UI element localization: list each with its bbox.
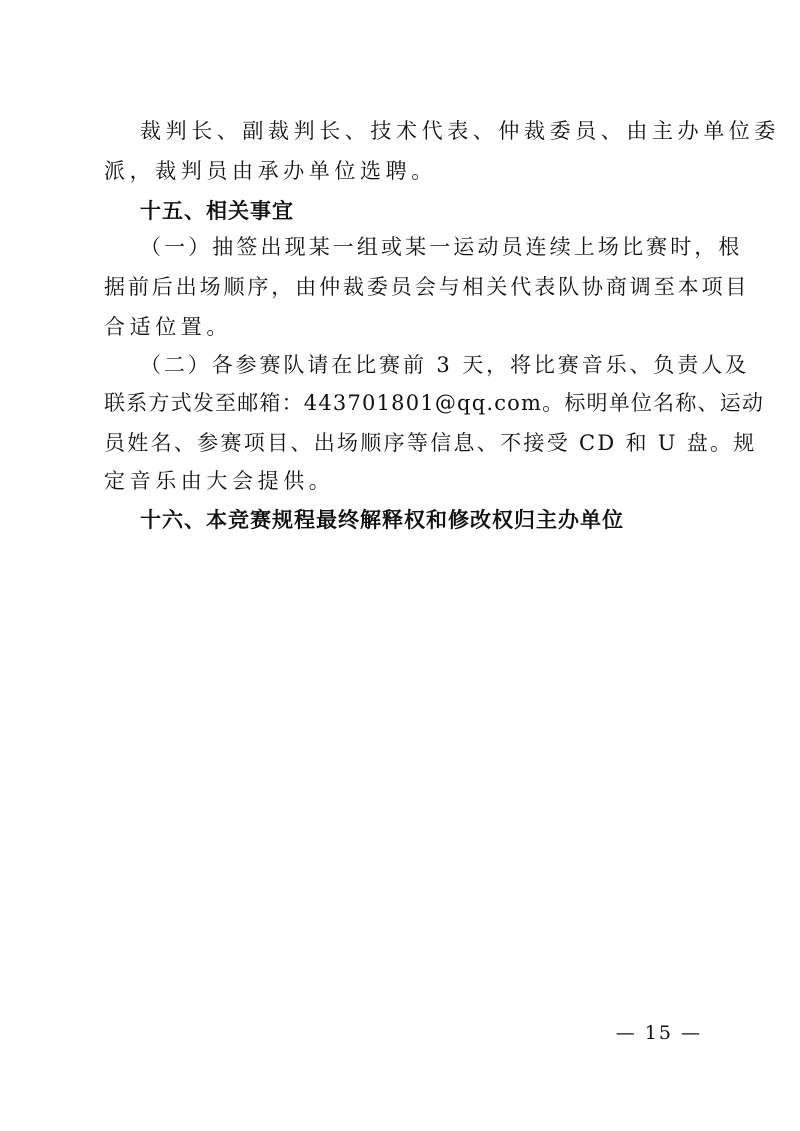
section-15-item-2-line-3: 员姓名、参赛项目、出场顺序等信息、不接受 CD 和 U 盘。规 xyxy=(104,431,757,455)
section-15-item-1-line-2: 据前后出场顺序，由仲裁委员会与相关代表队协商调至本项目 xyxy=(104,275,750,299)
paragraph-referee-line-1: 裁判长、副裁判长、技术代表、仲裁委员、由主办单位委 xyxy=(140,119,780,143)
section-15-item-1-line-1: （一）抽签出现某一组或某一运动员连续上场比赛时，根 xyxy=(140,235,743,259)
page-number: — 15 — xyxy=(615,1022,702,1044)
section-15-item-1-line-3: 合适位置。 xyxy=(104,315,232,339)
section-15-item-2-line-2: 联系方式发至邮箱：443701801@qq.com。标明单位名称、运动 xyxy=(104,391,765,415)
section-15-item-2-line-1: （二）各参赛队请在比赛前 3 天，将比赛音乐、负责人及 xyxy=(140,353,750,377)
section-15-heading: 十五、相关事宜 xyxy=(140,199,294,223)
paragraph-referee-line-2: 派，裁判员由承办单位选聘。 xyxy=(104,159,437,183)
section-16-heading: 十六、本竞赛规程最终解释权和修改权归主办单位 xyxy=(140,508,624,532)
section-15-item-2-line-4: 定音乐由大会提供。 xyxy=(104,469,335,493)
